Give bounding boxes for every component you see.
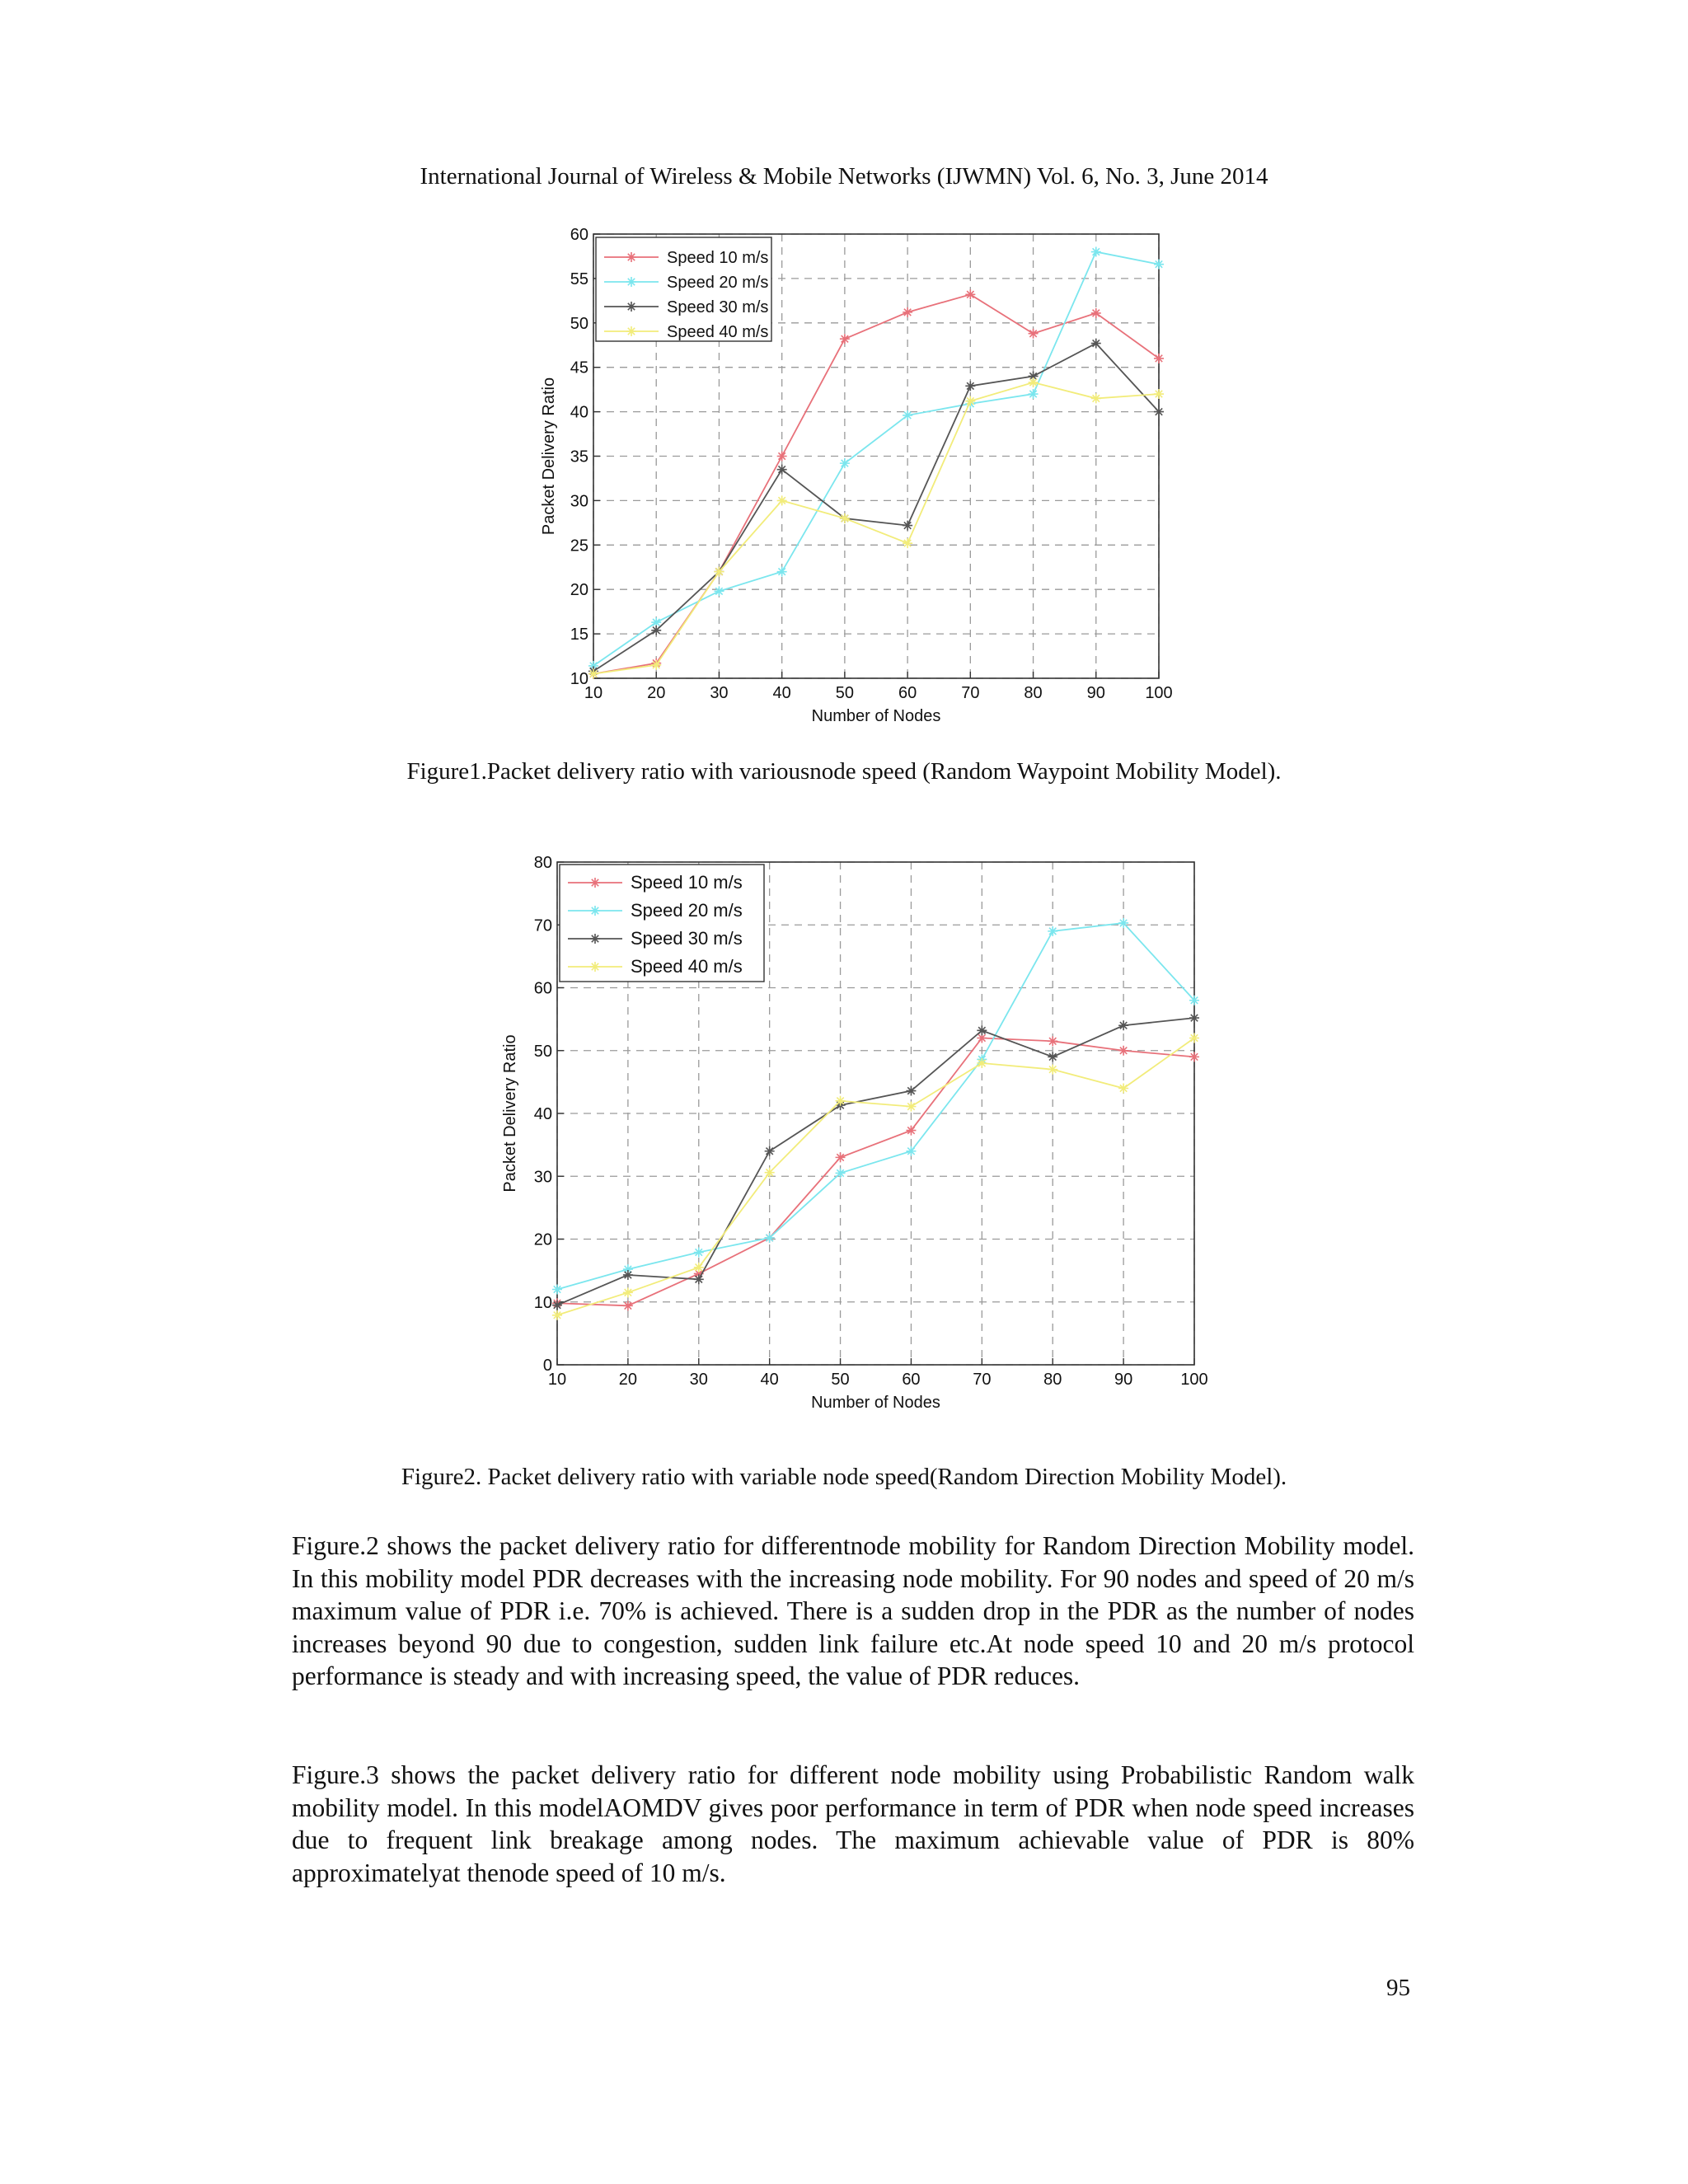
figure-2: [0, 839, 1688, 1432]
x-tick-label: 20: [647, 684, 666, 702]
y-tick-label: 10: [533, 1293, 552, 1312]
y-tick-label: 35: [570, 448, 588, 466]
x-tick-label: 20: [618, 1371, 638, 1389]
legend-entry-label: Speed 10 m/s: [631, 872, 743, 893]
data-point-marker: [1048, 1052, 1057, 1062]
y-tick-label: 40: [533, 1105, 552, 1123]
legend-entry-label: Speed 40 m/s: [667, 323, 769, 341]
data-point-marker: [977, 1025, 987, 1035]
x-tick-label: 60: [902, 1371, 921, 1389]
x-tick-label: 40: [772, 684, 791, 702]
figure-1-chart: [0, 206, 1688, 750]
y-tick-label: 50: [570, 314, 588, 333]
x-tick-label: 90: [1086, 684, 1105, 702]
y-tick-label: 15: [570, 626, 588, 644]
legend-entry-label: Speed 40 m/s: [631, 956, 743, 977]
y-tick-label: 60: [533, 979, 552, 998]
data-point-marker: [694, 1263, 704, 1272]
x-tick-label: 100: [1180, 1371, 1208, 1389]
data-point-marker: [623, 1287, 633, 1297]
figure-2-chart: [0, 839, 1688, 1432]
y-tick-label: 70: [533, 916, 552, 935]
data-point-marker: [977, 1058, 987, 1068]
x-tick-label: 90: [1114, 1371, 1133, 1389]
y-tick-label: 30: [533, 1168, 552, 1187]
y-tick-label: 60: [570, 226, 588, 244]
x-tick-label: 10: [547, 1371, 567, 1389]
legend: [560, 865, 764, 982]
data-point-marker: [906, 1102, 916, 1112]
paragraph-2: Figure.3 shows the packet delivery ratio for different node mobility using Probabilistic Random walk mobility model. In this modelAOMDV gives poor performance in term of PDR when node speed increases due to frequent link breakage among nodes. The maximum achievable value of PDR is 80% approximatelyat thenode speed of 10 m/s.: [292, 1760, 1414, 1887]
data-point-marker: [836, 1152, 846, 1162]
paragraph-1: Figure.2 shows the packet delivery ratio for differentnode mobility for Random Direction Mobility model. In this mobility model PDR decreases with the increasing node mobility. For 90 nodes and speed of 20 m/s maximum value of PDR i.e. 70% is achieved. There is a sudden drop in the PDR as the number of nodes increases beyond 90 due to congestion, sudden link failure etc.At node speed 10 and 20 m/s protocol performance is steady and with increasing speed, the value of PDR reduces.: [292, 1531, 1414, 1690]
y-axis-label: Packet Delivery Ratio: [540, 377, 558, 536]
y-tick-label: 80: [533, 854, 552, 872]
legend: [596, 237, 771, 341]
data-point-marker: [588, 669, 598, 679]
figure-1-caption: Figure1.Packet delivery ratio with variousnode speed (Random Waypoint Mobility Model).: [406, 758, 1282, 785]
data-point-marker: [906, 1126, 916, 1136]
data-point-marker: [1118, 918, 1128, 928]
data-point-marker: [836, 1168, 846, 1178]
data-point-marker: [1189, 996, 1199, 1005]
data-point-marker: [1189, 1033, 1199, 1043]
y-tick-label: 20: [533, 1230, 552, 1249]
journal-header: International Journal of Wireless & Mobile Networks (IJWMN) Vol. 6, No. 3, June 2014: [420, 163, 1268, 190]
data-point-marker: [1118, 1046, 1128, 1056]
y-tick-label: 40: [570, 403, 588, 422]
x-tick-label: 70: [961, 684, 980, 702]
data-point-marker: [651, 660, 661, 670]
x-tick-label: 100: [1145, 684, 1173, 702]
legend-entry-label: Speed 10 m/s: [667, 249, 769, 267]
x-tick-label: 10: [584, 684, 603, 702]
y-tick-label: 0: [542, 1357, 552, 1375]
legend-entry-label: Speed 30 m/s: [667, 298, 769, 316]
data-point-marker: [1048, 926, 1057, 936]
legend-swatch-marker: [590, 934, 600, 944]
y-axis-label: Packet Delivery Ratio: [501, 1034, 519, 1193]
x-tick-label: 50: [835, 684, 855, 702]
figure-2-caption: Figure2. Packet delivery ratio with variable node speed(Random Direction Mobility Model).: [401, 1464, 1287, 1490]
data-point-marker: [1048, 1036, 1057, 1046]
data-point-marker: [694, 1274, 704, 1284]
data-point-marker: [1118, 1020, 1128, 1030]
y-tick-label: 55: [570, 269, 588, 288]
data-point-marker: [906, 1146, 916, 1156]
data-point-marker: [1189, 1013, 1199, 1023]
page-number: 95: [1386, 1975, 1410, 2001]
legend-entry-label: Speed 20 m/s: [667, 274, 769, 292]
y-tick-label: 25: [570, 537, 588, 555]
data-point-marker: [836, 1096, 846, 1106]
legend-entry-label: Speed 30 m/s: [631, 928, 743, 949]
figure-1: [0, 206, 1688, 750]
data-point-marker: [552, 1285, 562, 1295]
x-tick-label: 70: [973, 1371, 992, 1389]
data-point-marker: [906, 1086, 916, 1096]
x-tick-label: 40: [760, 1371, 779, 1389]
x-tick-label: 80: [1043, 1371, 1062, 1389]
y-tick-label: 50: [533, 1042, 552, 1061]
x-tick-label: 30: [710, 684, 729, 702]
y-tick-label: 20: [570, 581, 588, 600]
y-tick-label: 45: [570, 359, 588, 377]
x-tick-label: 80: [1024, 684, 1043, 702]
legend-entry-label: Speed 20 m/s: [631, 900, 743, 921]
data-point-marker: [1118, 1084, 1128, 1094]
y-tick-label: 30: [570, 492, 588, 511]
legend-swatch-marker: [590, 906, 600, 916]
x-tick-label: 60: [898, 684, 917, 702]
x-axis-label: Number of Nodes: [811, 1394, 940, 1412]
x-tick-label: 30: [689, 1371, 708, 1389]
x-tick-label: 50: [831, 1371, 850, 1389]
y-tick-label: 10: [570, 670, 588, 688]
data-point-marker: [694, 1248, 704, 1258]
data-point-marker: [1189, 1052, 1199, 1062]
data-point-marker: [1048, 1065, 1057, 1075]
legend-swatch-marker: [590, 962, 600, 972]
x-axis-label: Number of Nodes: [811, 707, 941, 725]
data-point-marker: [552, 1310, 562, 1320]
legend-swatch-marker: [590, 878, 600, 888]
data-point-marker: [552, 1301, 562, 1310]
data-point-marker: [765, 1146, 775, 1156]
